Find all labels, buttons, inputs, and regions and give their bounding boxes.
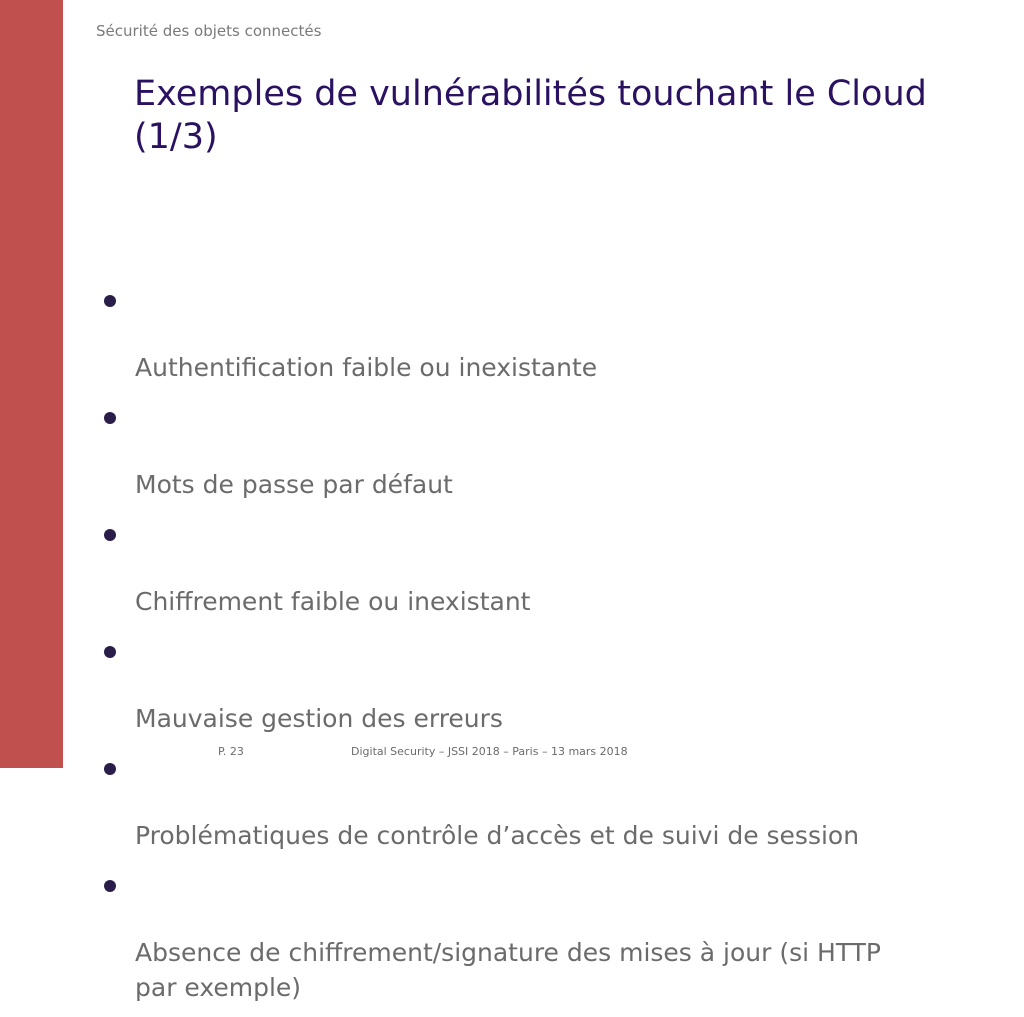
bullet-text: Mots de passe par défaut xyxy=(135,470,453,499)
bullet-text: Absence de chiffrement/signature des mises à jour (si HTTP par exemple) xyxy=(135,938,881,1002)
bullet-item xyxy=(104,631,984,736)
bullet-dot-icon xyxy=(104,295,116,307)
bullet-list xyxy=(104,280,984,1017)
bullet-text: Authentification faible ou inexistante xyxy=(135,353,598,382)
bullet-text: Problématiques de contrôle d’accès et de suivi de session xyxy=(135,821,860,850)
bullet-dot-icon xyxy=(104,412,116,424)
footer-page-number: P. 23 xyxy=(218,745,244,758)
slide-title: Exemples de vulnérabilités touchant le Cloud (1/3) xyxy=(134,74,927,157)
bullet-item xyxy=(104,748,984,853)
footer-event-info: Digital Security – JSSI 2018 – Paris – 13 mars 2018 xyxy=(351,745,628,758)
bullet-text: Mauvaise gestion des erreurs xyxy=(135,704,503,733)
bullet-text: Chiffrement faible ou inexistant xyxy=(135,587,531,616)
bullet-item xyxy=(104,865,984,1005)
bullet-item xyxy=(104,397,984,502)
bullet-dot-icon xyxy=(104,646,116,658)
bullet-dot-icon xyxy=(104,529,116,541)
bullet-item xyxy=(104,280,984,385)
bullet-dot-icon xyxy=(104,880,116,892)
side-accent-bar xyxy=(0,0,63,768)
bullet-dot-icon xyxy=(104,763,116,775)
section-label: Sécurité des objets connectés xyxy=(96,22,322,40)
bullet-item xyxy=(104,514,984,619)
